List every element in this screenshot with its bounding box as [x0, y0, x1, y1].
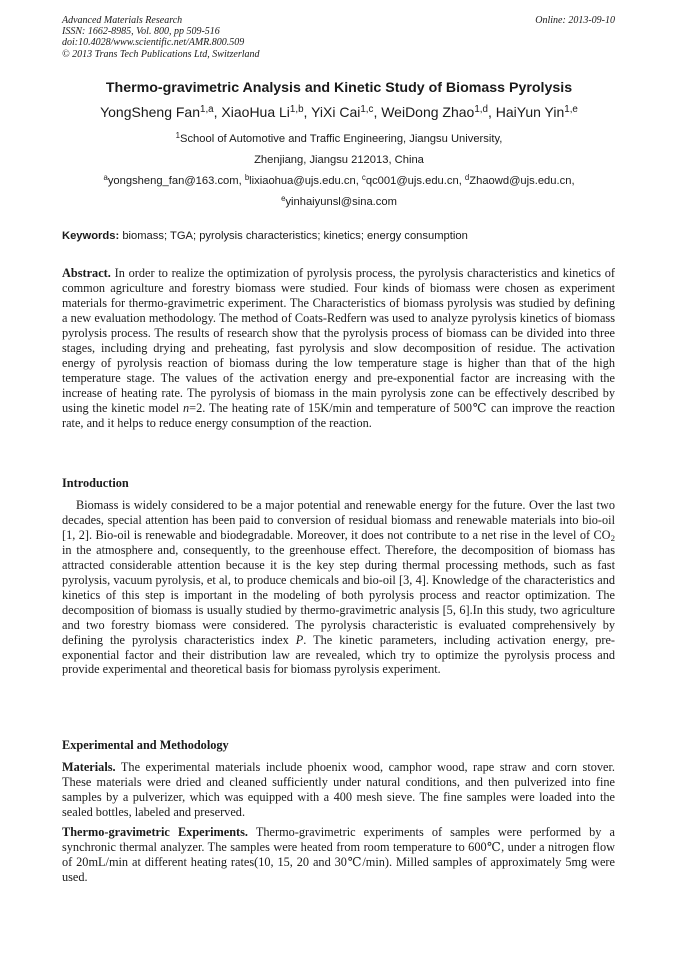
issn-line: ISSN: 1662-8985, Vol. 800, pp 509-516: [62, 26, 220, 38]
section-heading-experimental: Experimental and Methodology: [62, 738, 229, 752]
online-date: Online: 2013-09-10: [535, 15, 615, 26]
co2-subscript: 2: [610, 533, 615, 544]
email-address[interactable]: qc001@ujs.edu.cn: [365, 175, 459, 187]
author-list: YongSheng Fan$^{1,a}$, XiaoHua Li$^{1,b}$, YiXi Cai$^{1,c}$, WeiDong Zhao$^{1,d}$, HaiYun Yin$^{1,e}$: [100, 104, 578, 120]
author-name: HaiYun Yin: [495, 104, 565, 120]
email-address[interactable]: Zhaowd@ujs.edu.cn: [469, 175, 572, 187]
paper-title: Thermo-gravimetric Analysis and Kinetic Study of Biomass Pyrolysis: [105, 80, 573, 96]
affiliation-line-1: [0, 133, 678, 145]
journal-name: Advanced Materials Research: [62, 15, 183, 26]
author-name: WeiDong Zhao: [381, 104, 475, 120]
intro-text-end: . The kinetic parameters, including activation energy, pre-exponential factor and their distribution law are revealed, which try to optimize the pyrolysis process and provide experimental and theoretical basis for biomass pyrolysis experiment.: [62, 632, 616, 677]
email-address[interactable]: yinhaiyunsl@sina.com: [285, 196, 397, 208]
variable-p: P: [295, 632, 304, 647]
email-mark: e: [281, 194, 286, 204]
affiliation-text: School of Automotive and Traffic Engineering, Jiangsu University,: [180, 133, 503, 145]
abstract: [62, 266, 615, 430]
keywords: [62, 230, 618, 242]
copyright-line: © 2013 Trans Tech Publications Ltd, Switzerland: [62, 48, 260, 60]
abstract-label: Abstract.: [62, 266, 111, 280]
tga-label: Thermo-gravimetric Experiments.: [62, 825, 248, 839]
keywords-text: biomass; TGA; pyrolysis characteristics; kinetics; energy consumption: [122, 230, 468, 242]
email-address[interactable]: yongsheng_fan@163.com: [107, 175, 239, 187]
email-mark: a: [103, 173, 108, 183]
materials-paragraph: [62, 760, 615, 820]
abstract-text-end: =2. The heating rate of 15K/min and temperature of 500℃ can improve the reaction rate, and it helps to reduce energy consumption of the reaction.: [62, 400, 615, 430]
email-mark: d: [464, 173, 470, 183]
author-name: YongSheng Fan: [100, 104, 201, 120]
doi-line: doi:10.4028/www.scientific.net/AMR.800.509: [62, 37, 245, 49]
author-affil-mark: 1,b: [289, 104, 304, 116]
tga-paragraph: [62, 825, 615, 885]
materials-label: Materials.: [62, 760, 116, 774]
author-affil-mark: 1,a: [200, 104, 214, 116]
author-affil-mark: 1,e: [564, 104, 578, 116]
email-address[interactable]: lixiaohua@ujs.edu.cn: [249, 175, 356, 187]
variable-n: n: [183, 400, 190, 415]
email-list-line-2: [0, 196, 678, 208]
email-list: $^a$yongsheng_fan@163.com, $^b$lixiaohua@ujs.edu.cn, $^c$qc001@ujs.edu.cn, $^d$Zhaowd@ujs.edu.cn,: [103, 173, 575, 187]
email-mark: b: [244, 173, 250, 183]
affiliation-line-2: Zhenjiang, Jiangsu 212013, China: [254, 154, 424, 166]
author-name: XiaoHua Li: [221, 104, 290, 120]
keywords-label: Keywords:: [62, 230, 120, 242]
author-affil-mark: 1,d: [474, 104, 488, 116]
affiliation-mark: 1: [175, 131, 180, 141]
intro-text-cont: in the atmosphere and, consequently, to the greenhouse effect. Therefore, the decomposition of biomass has attracted considerable attention because it is the key step during thermal processing methods, such as fast pyrolysis, vacuum pyrolysis, et al, to produce chemicals and bio-oil [3, 4]. Knowledge of the characteristics and kinetics of this step is important in the modeling of both pyrolysis process and reactor optimization. The decomposition of biomass is usually studied by thermo-gravimetric analysis [5, 6].In this study, two agriculture and two forestry biomass were considered. The pyrolysis characteristic is evaluated comprehensively by defining the pyrolysis characteristics index: [62, 542, 615, 647]
email-mark: c: [361, 173, 366, 183]
journal-meta: [62, 15, 260, 60]
intro-text: Biomass is widely considered to be a major potential and renewable energy for the future. Over the last two decades, special attention has been paid to conversion of residual biomass and renewable materials into bio-oil [1, 2]. Bio-oil is renewable and biodegradable. Moreover, it does not contribute to a net rise in the level of CO: [62, 498, 615, 542]
tga-text: Thermo-gravimetric experiments of samples were performed by a synchronic thermal analyzer. The samples were heated from room temperature to 600℃, under a nitrogen flow of 20mL/min at different heating rates(10, 15, 20 and 30℃/min). Milled samples of approximately 5mg were used.: [62, 825, 616, 884]
author-affil-mark: 1,c: [360, 104, 374, 116]
introduction-paragraph: [62, 498, 615, 677]
abstract-text: In order to realize the optimization of pyrolysis process, the pyrolysis characteristics and kinetics of common agriculture and forestry biomass were studied. Four kinds of biomass were chosen as experiment materials for thermo-gravimetric experiment. The Characteristics of biomass pyrolysis was studied by defining a new evaluation methodology. The method of Coats-Redfern was used to analyze pyrolysis kinetics of biomass pyrolysis process. The results of research show that the pyrolysis process of biomass can be divided into three stages, including drying and preheating, fast pyrolysis and slow decomposition of residue. The activation energy of pyrolysis reaction of biomass during the low temperature stage is higher than that of the high temperature stage. The values of the activation energy and pre-exponential factor are increasing with the increase of heating rate. The pyrolysis of biomass in the main pyrolysis zone can be effectively described by using the kinetic model: [62, 266, 615, 415]
author-name: YiXi Cai: [311, 104, 361, 120]
section-heading-introduction: Introduction: [62, 476, 129, 490]
materials-text: The experimental materials include phoenix wood, camphor wood, rape straw and corn stover. These materials were dried and cleaned sufficiently under natural conditions, and then pulverized into fine samples by a pulverizer, which was equipped with a 400 mesh sieve. The fine samples were loaded into the sealed bottles, labeled and preserved.: [62, 760, 615, 819]
